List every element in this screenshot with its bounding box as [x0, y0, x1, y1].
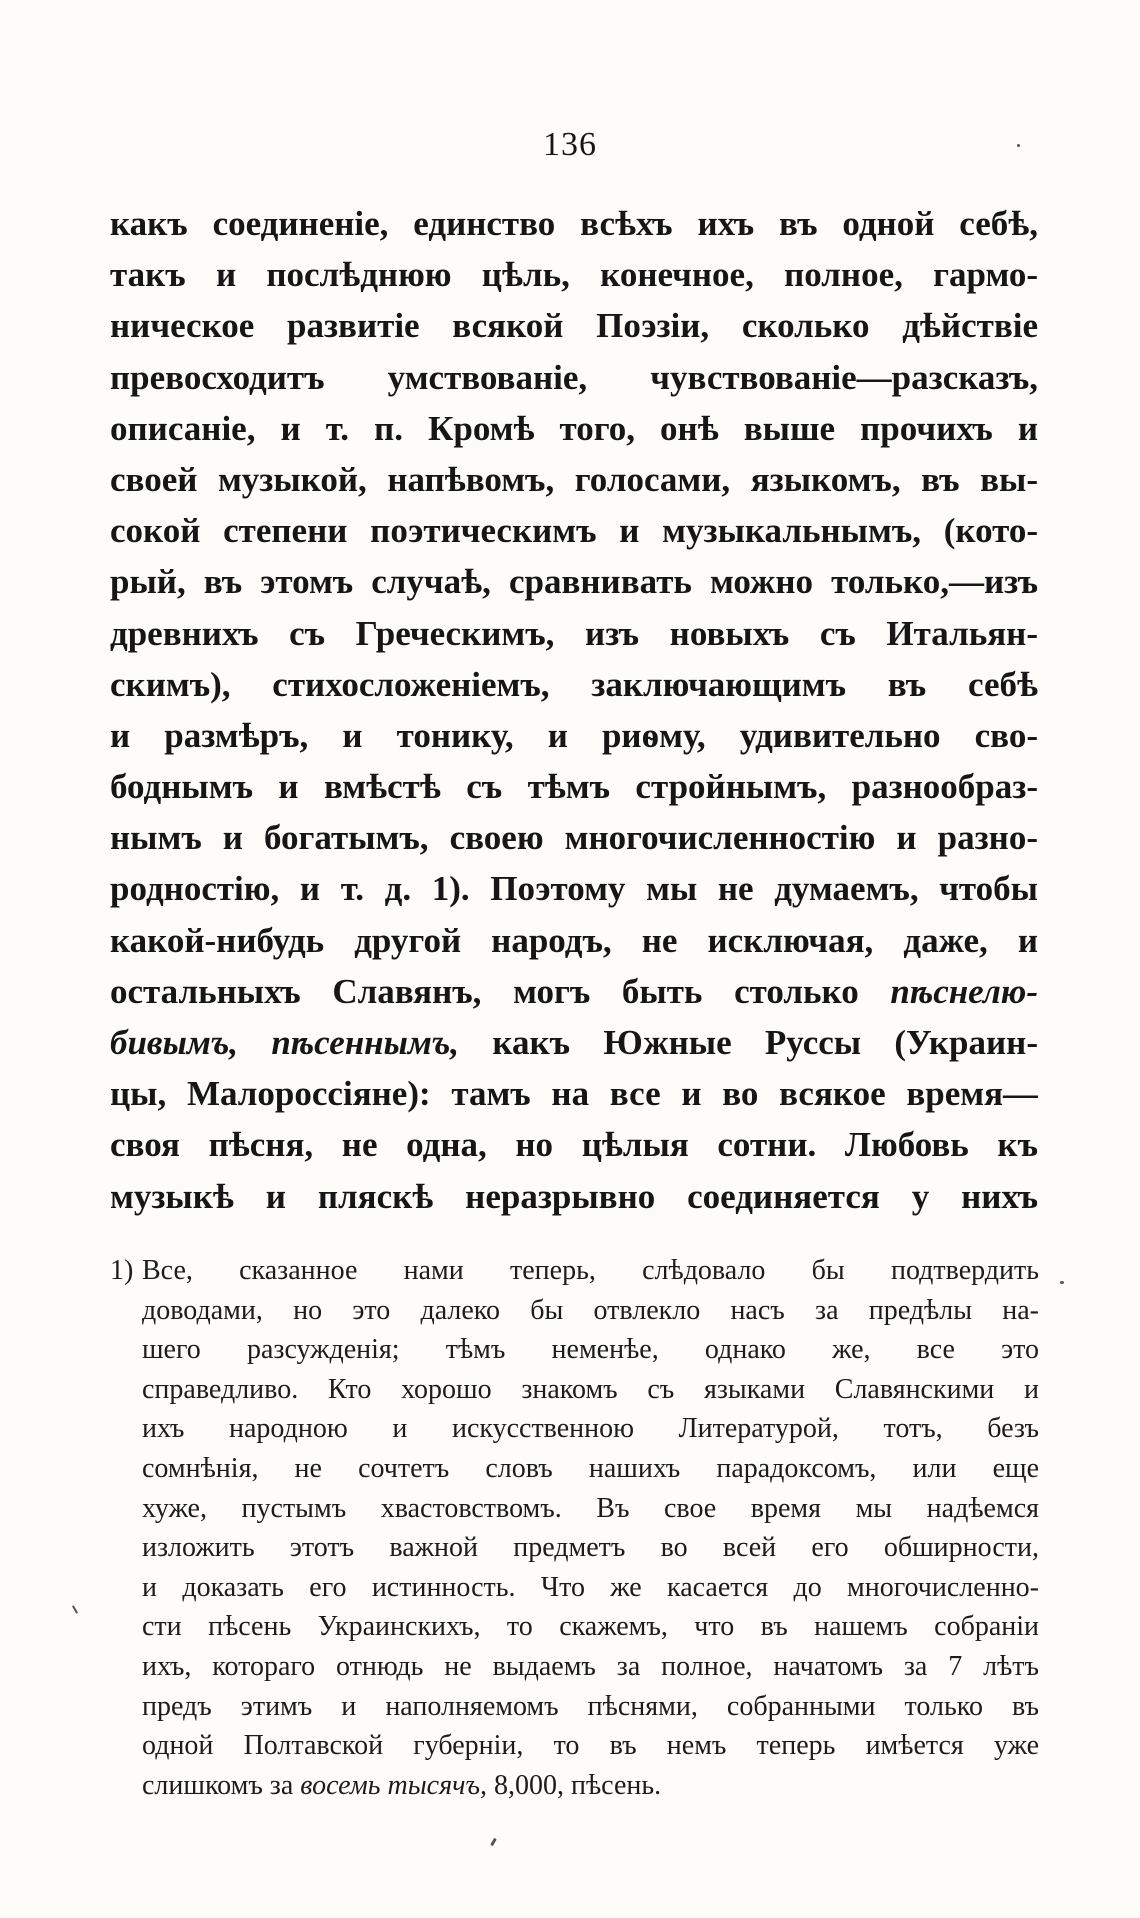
scan-speck — [490, 1838, 497, 1846]
main-text-line: ническое развитіе всякой Поэзіи, сколько дѣйствіе — [110, 306, 1038, 346]
page-number: 136 — [543, 126, 597, 163]
footnote-line: одной Полтавской губерніи, то въ немъ теперь имѣется уже — [142, 1730, 1039, 1762]
italic-text: бивымъ, пѣсеннымъ, — [110, 1023, 460, 1062]
main-text-line: какой-нибудь другой народъ, не исключая, даже, и — [110, 920, 1038, 960]
footnote-line: изложить этотъ важной предметъ во всей его обширности, — [142, 1532, 1039, 1564]
main-text-line — [110, 1017, 1038, 1068]
plain-text: какъ Южные Руссы (Украин- — [492, 1023, 1038, 1062]
footnote-marker: 1) — [110, 1255, 134, 1286]
main-text-line: какъ соединеніе, единство всѣхъ ихъ въ одной себѣ, — [110, 204, 1038, 243]
main-text — [110, 198, 1038, 1222]
italic-text: восемь тысячъ, — [300, 1769, 487, 1801]
main-text-line: рый, въ этомъ случаѣ, сравнивать можно только,—изъ — [110, 562, 1038, 602]
main-text-line: своей музыкой, напѣвомъ, голосами, языкомъ, въ вы- — [110, 459, 1038, 499]
main-text-line: боднымъ и вмѣстѣ съ тѣмъ стройнымъ, разнообраз- — [110, 767, 1038, 807]
footnote-line: шего разсужденія; тѣмъ неменѣе, однако же, все это — [142, 1334, 1039, 1366]
main-text-line: скимъ), стихосложеніемъ, заключающимъ въ себѣ — [110, 664, 1038, 704]
footnote-line: и доказать его истинность. Что же касается до многочисленно- — [142, 1571, 1039, 1603]
main-text-line: и размѣръ, и тонику, и риѳму, удивительно сво- — [110, 715, 1038, 755]
footnote-line: сомнѣнія, не сочтетъ словъ нашихъ парадоксомъ, или еще — [142, 1452, 1039, 1484]
scan-speck — [1060, 1281, 1064, 1284]
main-text-line: своя пѣсня, не одна, но цѣлыя сотни. Любовь къ — [110, 1125, 1038, 1165]
scan-speck — [72, 1605, 78, 1614]
footnote-line: хуже, пустымъ хвастовствомъ. Въ свое время мы надѣемся — [142, 1492, 1039, 1524]
footnote-line: ихъ, котораго отнюдь не выдаемъ за полное, начатомъ за 7 лѣтъ — [142, 1650, 1039, 1682]
footnote — [142, 1251, 1039, 1805]
main-text-line: превосходитъ умствованіе, чувствованіе—разсказъ, — [110, 357, 1038, 397]
main-text-line: нымъ и богатымъ, своею многочисленностію и разно- — [110, 818, 1038, 858]
main-text-line: цы, Малороссіяне): тамъ на все и во всякое время— — [110, 1074, 1038, 1114]
main-text-line: сокой степени поэтическимъ и музыкальнымъ, (кото- — [110, 511, 1038, 551]
italic-text: пѣснелю- — [890, 971, 1038, 1011]
footnote-line — [142, 1766, 1039, 1806]
main-text-line: родностію, и т. д. 1). Поэтому мы не думаемъ, чтобы — [110, 869, 1038, 909]
scan-speck — [1017, 144, 1020, 147]
plain-text: остальныхъ Славянъ, могъ быть столько — [110, 971, 859, 1011]
footnote-line: ихъ народною и искусственною Литературой, тотъ, безъ — [142, 1413, 1039, 1445]
main-text-line: древнихъ съ Греческимъ, изъ новыхъ съ Итальян- — [110, 613, 1038, 653]
footnote-line: предъ этимъ и наполняемомъ пѣснями, собранными только въ — [142, 1690, 1039, 1722]
main-text-line: такъ и послѣднюю цѣль, конечное, полное, гармо- — [110, 255, 1038, 295]
plain-text: слишкомъ за — [142, 1769, 294, 1801]
footnote-line: справедливо. Кто хорошо знакомъ съ языками Славянскими и — [142, 1373, 1039, 1405]
plain-text: 8,000, пѣсень. — [493, 1769, 662, 1801]
footnote-line: доводами, но это далеко бы отвлекло насъ за предѣлы на- — [142, 1294, 1039, 1326]
footnote-line: Все, сказанное нами теперь, слѣдовало бы подтвердить — [142, 1255, 1039, 1286]
main-text-line: музыкѣ и пляскѣ неразрывно соединяется у нихъ — [110, 1176, 1038, 1216]
footnote-line: сти пѣсень Украинскихъ, то скажемъ, что въ нашемъ собраніи — [142, 1611, 1039, 1643]
main-text-line — [110, 966, 1038, 1017]
main-text-line: описаніе, и т. п. Кромѣ того, онѣ выше прочихъ и — [110, 408, 1038, 448]
